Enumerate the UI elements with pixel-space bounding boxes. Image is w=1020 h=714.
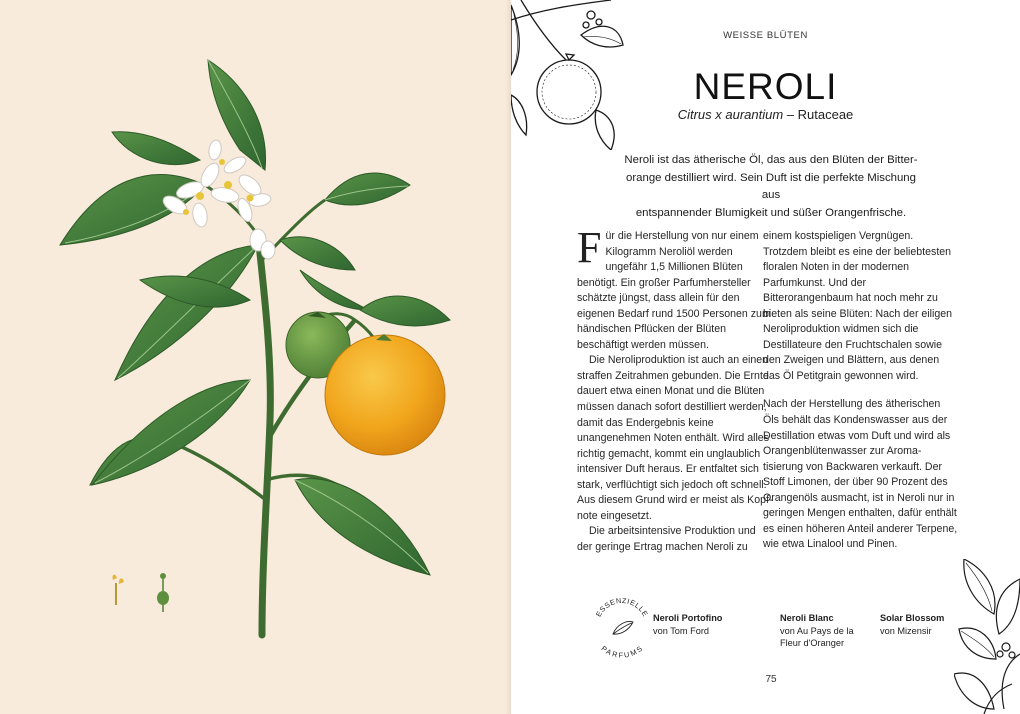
svg-text:ESSENZIELLE xyxy=(594,596,650,618)
essential-perfumes-badge xyxy=(589,594,655,660)
engraved-leaves-decoration xyxy=(954,559,1020,714)
intro-line: entspannender Blumigkeit und süßer Orangenfrische. xyxy=(635,206,907,219)
body-paragraph: Die Neroliproduktion ist auch an einen straffen Zeitrahmen gebunden. Die Ernte dauert etwa einen Monat und die Blüten müssen danach sofort destilliert werden, damit das Endergebnis keine unangenehmen Noten enthält. Wird alles richtig gemacht, kommt ein unglaublich intensiver Duft heraus. Er entfaltet sich stark, verflüchtigt sich jedoch oft schnell. Aus diesem Grund wird er meist als Kopf-note eingesetzt. xyxy=(577,354,773,522)
perfume-name: Neroli Blanc xyxy=(780,613,834,623)
body-paragraph: Nach der Herstellung des ätherischen Öls behält das Kondenswasser aus der Destillation etwas vom Duft und wird als Orangenblütenwasser zur Aroma-tisierung von Backwaren verkauft. Der Stoff Limonen, der über 90 Prozent des Orangenöls ausmacht, ist in Neroli nur in geringen Mengen enthalten, dafür enthält es einen höheren Anteil anderer Terpene, wie etwa Linalool und Pinen. xyxy=(763,398,958,551)
latin-name: Citrus x aurantium xyxy=(677,107,784,122)
intro-paragraph xyxy=(621,152,921,222)
leaf-icon xyxy=(613,622,633,635)
section-label: WEISSE BLÜTEN xyxy=(723,30,808,41)
plant-family: – Rutaceae xyxy=(783,107,854,122)
badge-bottom-text: PARFUMS xyxy=(599,643,645,660)
body-paragraph: einem kostspieligen Vergnügen. Trotzdem bleibt es eine der beliebtesten floralen Noten in der modernen Parfumkunst. Und der Bitterorangenbaum hat noch mehr zu bieten als seine Blüten: Nach der eiligen Neroliproduktion widmen sich die Destillateure den Fruchtschalen sowie den Zweigen und Blättern, aus denen das Öl Petitgrain gewonnen wird. xyxy=(763,230,953,382)
badge-top-text: ESSENZIELLE xyxy=(593,595,651,619)
intro-line: Neroli ist das ätherische Öl, das aus den Blüten der Bitter- xyxy=(624,154,918,166)
paragraph-gap xyxy=(763,384,959,397)
body-column-left xyxy=(577,223,773,555)
intro-line: orange destilliert wird. Sein Duft ist die perfekte Mischung aus xyxy=(626,171,916,201)
perfume-name: Solar Blossom xyxy=(880,613,945,623)
perfume-brand: von Tom Ford xyxy=(653,625,709,636)
perfume-name: Neroli Portofino xyxy=(653,613,723,623)
body-column-right xyxy=(763,229,959,553)
page-title: NEROLI xyxy=(693,66,838,107)
body-paragraph xyxy=(577,223,773,353)
perfume-brand: Fleur d'Oranger xyxy=(780,638,845,648)
botanical-name xyxy=(511,107,1020,122)
perfume-item xyxy=(880,612,944,637)
perfume-item xyxy=(653,612,722,637)
perfume-brand: von Mizensir xyxy=(880,625,932,636)
paragraph-text: ür die Herstellung von nur einem Kilogramm Neroliöl werden ungefähr 1,5 Millionen Blüten benötigt. Ein großer Parfumhersteller schätzte jüngst, dass allein für den eigenen Bedarf rund 1500 Personen zum händischen Pflücken der Blüten beschäftigt werden müssen. xyxy=(577,230,771,351)
perfume-item xyxy=(780,612,854,650)
svg-text:PARFUMS xyxy=(600,644,645,660)
right-page xyxy=(511,0,1020,714)
perfume-brand: von Au Pays de la xyxy=(780,625,854,636)
body-paragraph: Die arbeitsintensive Produktion und der geringe Ertrag machen Neroli zu xyxy=(577,525,756,553)
drop-cap: F xyxy=(577,223,602,272)
page-number: 75 xyxy=(765,674,777,685)
